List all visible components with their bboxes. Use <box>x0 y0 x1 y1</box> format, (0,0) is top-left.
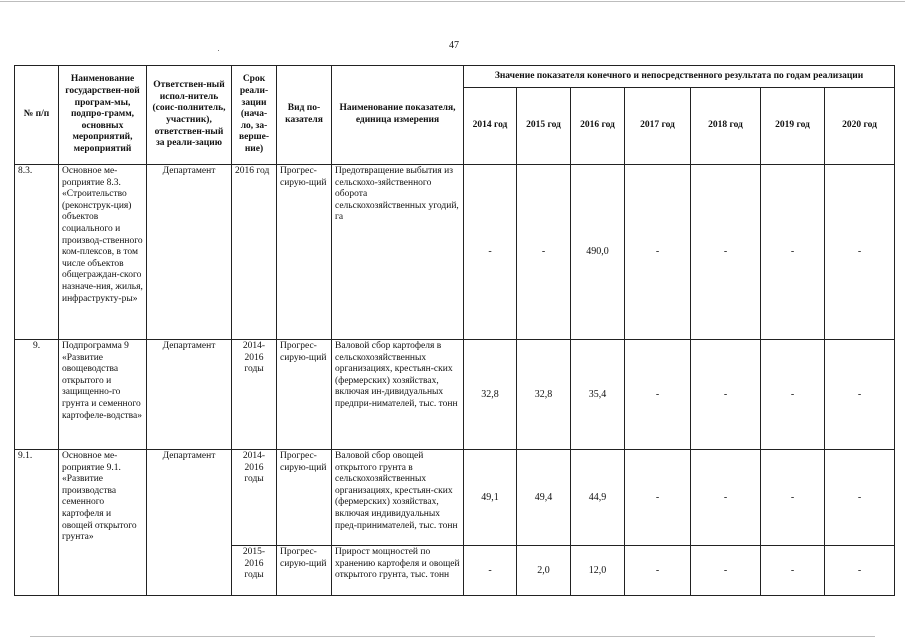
scan-edge-bottom <box>30 636 875 637</box>
header-year-2016: 2016 год <box>571 88 625 165</box>
row-responsible: Департамент <box>147 450 232 596</box>
row-value-2016: 12,0 <box>571 546 625 596</box>
row-value-2014: - <box>464 546 517 596</box>
header-program-name: Наименование государствен-ной програм-мы, подпро-грамм, основных мероприятий, мероприятий <box>59 66 147 165</box>
row-indicator-name: Валовой сбор овощей открытого грунта в сельскохозяйственных организациях, крестьян-ских (фермерских) хозяйствах, включая индивидуальных пред-принимателей, тыс. тонн <box>332 450 464 546</box>
row-value-2014: 49,1 <box>464 450 517 546</box>
row-indicator-type: Прогрес-сирую-щий <box>277 340 332 450</box>
header-year-2015: 2015 год <box>517 88 571 165</box>
row-value-2019: - <box>761 165 825 340</box>
table-row <box>15 450 895 546</box>
row-indicator-name: Прирост мощностей по хранению картофеля и овощей открытого грунта, тыс. тонн <box>332 546 464 596</box>
row-value-2016: 35,4 <box>571 340 625 450</box>
row-value-2015: 32,8 <box>517 340 571 450</box>
row-value-2018: - <box>691 450 761 546</box>
scan-edge-top <box>0 1 905 2</box>
row-num: 9. <box>15 340 59 450</box>
row-program-name: Подпрограмма 9 «Развитие овощеводства открытого и защищенно-го грунта и семенного картофеле-водства» <box>59 340 147 450</box>
header-year-2020: 2020 год <box>825 88 895 165</box>
row-value-2017: - <box>625 340 691 450</box>
row-value-2014: - <box>464 165 517 340</box>
row-indicator-name: Предотвращение выбытия из сельскохо-зяйственного оборота сельскохозяйственных угодий, га <box>332 165 464 340</box>
row-indicator-type: Прогрес-сирую-щий <box>277 165 332 340</box>
header-indicator-name: Наименование показателя, единица измерения <box>332 66 464 165</box>
row-indicator-name: Валовой сбор картофеля в сельскохозяйственных организациях, крестьян-ских (фермерских) хозяйствах, включая ин-дивидуальных предпри-нимателей, тыс. тонн <box>332 340 464 450</box>
header-responsible: Ответствен-ный испол-нитель (соис-полнитель, участник), ответствен-ный за реали-зацию <box>147 66 232 165</box>
header-values-group: Значение показателя конечного и непосредственного результата по годам реализации <box>464 66 895 88</box>
row-num: 8.3. <box>15 165 59 340</box>
row-value-2015: 2,0 <box>517 546 571 596</box>
table-row <box>15 340 895 450</box>
row-value-2017: - <box>625 165 691 340</box>
row-term: 2016 год <box>232 165 277 340</box>
row-num: 9.1. <box>15 450 59 596</box>
row-responsible: Департамент <box>147 165 232 340</box>
scan-speck <box>218 50 219 51</box>
row-indicator-type: Прогрес-сирую-щий <box>277 450 332 546</box>
header-year-2014: 2014 год <box>464 88 517 165</box>
row-value-2016: 44,9 <box>571 450 625 546</box>
row-term: 2015-2016 годы <box>232 546 277 596</box>
row-value-2019: - <box>761 340 825 450</box>
row-value-2018: - <box>691 546 761 596</box>
header-year-2019: 2019 год <box>761 88 825 165</box>
row-term: 2014-2016 годы <box>232 450 277 546</box>
row-value-2015: 49,4 <box>517 450 571 546</box>
header-num: № п/п <box>15 66 59 165</box>
page-number: 47 <box>449 40 459 51</box>
table-row <box>15 165 895 340</box>
row-value-2017: - <box>625 450 691 546</box>
row-term: 2014-2016 годы <box>232 340 277 450</box>
row-indicator-type: Прогрес-сирую-щий <box>277 546 332 596</box>
header-year-2017: 2017 год <box>625 88 691 165</box>
row-value-2017: - <box>625 546 691 596</box>
row-value-2020: - <box>825 450 895 546</box>
header-year-2018: 2018 год <box>691 88 761 165</box>
row-value-2019: - <box>761 546 825 596</box>
row-program-name: Основное ме-роприятие 9.1. «Развитие производства семенного картофеля и овощей открытого грунта» <box>59 450 147 596</box>
row-value-2020: - <box>825 165 895 340</box>
row-value-2018: - <box>691 165 761 340</box>
indicators-table <box>14 65 895 596</box>
row-value-2015: - <box>517 165 571 340</box>
row-value-2018: - <box>691 340 761 450</box>
header-term: Срок реали-зации (нача-ло, за-верше-ние) <box>232 66 277 165</box>
header-indicator-type: Вид по-казателя <box>277 66 332 165</box>
row-value-2019: - <box>761 450 825 546</box>
row-value-2014: 32,8 <box>464 340 517 450</box>
row-value-2020: - <box>825 546 895 596</box>
row-program-name: Основное ме-роприятие 8.3. «Строительство (реконструк-ция) объектов социального и производ-ственного ком-плексов, в том числе объектов общеграждан-ского назначе-ния, жилья, инфраструкту-ры» <box>59 165 147 340</box>
row-responsible: Департамент <box>147 340 232 450</box>
row-value-2020: - <box>825 340 895 450</box>
row-value-2016: 490,0 <box>571 165 625 340</box>
